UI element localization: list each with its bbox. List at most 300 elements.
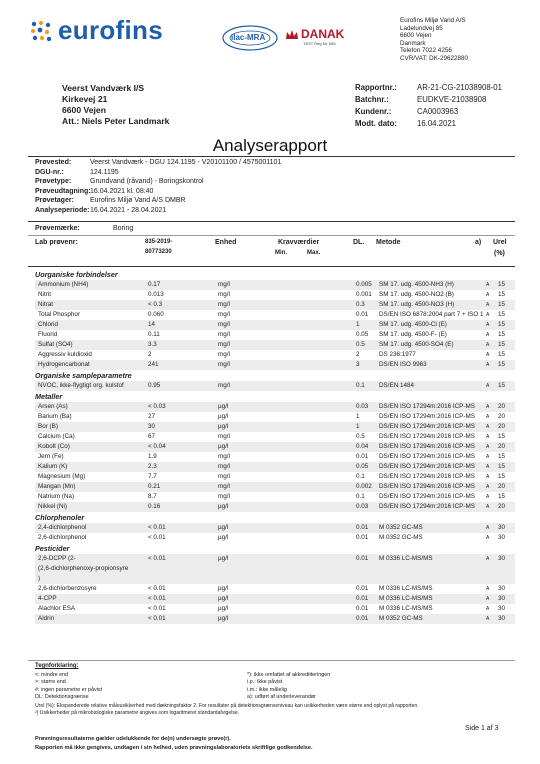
uncertainty: 15 — [498, 463, 506, 470]
subcontract-flag: A — [486, 404, 490, 410]
table-row — [35, 584, 515, 594]
detection-limit: 0.01 — [356, 615, 369, 622]
legend-right — [247, 672, 330, 701]
table-row — [35, 412, 515, 422]
footer-line: Prøvningsresultaterne gælder udelukkende for de(n) undersøgte prøve(r). — [35, 736, 231, 742]
result-value: 2.3 — [148, 463, 157, 470]
meta-value: AR-21-CG-21038908-01 — [417, 83, 502, 92]
unit: mg/l — [218, 311, 230, 318]
footnote: ²) Usikkerheder på mikrobiologiske parametre angives som logaritmeret standardafvigelse. — [35, 710, 240, 716]
subcontract-flag: A — [486, 414, 490, 420]
uncertainty: 30 — [498, 524, 506, 531]
parameter-name: Barium (Ba) — [38, 413, 72, 420]
section-title: Pesticider — [35, 544, 70, 553]
legend-title: Tegnforklaring: — [35, 663, 79, 669]
result-value: 0.95 — [148, 382, 161, 389]
method: DS 236:1977 — [379, 351, 416, 358]
info-key: Prøveudtagning: — [35, 187, 91, 195]
table-row — [35, 482, 515, 492]
table-row — [35, 554, 515, 584]
danak-logo — [285, 25, 360, 51]
sample-mark — [35, 224, 515, 234]
danak-reg: TEST Reg.Nr. 555 — [303, 41, 336, 46]
uncertainty: 15 — [498, 382, 506, 389]
unit: mg/l — [218, 281, 230, 288]
table-header — [35, 238, 515, 264]
section-title: Chlorphenoler — [35, 513, 85, 522]
subcontract-flag: A — [486, 606, 490, 612]
detection-limit: 0.01 — [356, 595, 369, 602]
uncertainty: 30 — [498, 555, 506, 562]
address-line: Eurofins Miljø Vand A/S — [400, 17, 466, 24]
detection-limit: 0.01 — [356, 311, 369, 318]
result-value: 0.16 — [148, 503, 161, 510]
unit: µg/l — [218, 503, 229, 510]
table-row — [35, 310, 515, 320]
info-value: Grundvand (råvand) - Boringskontrol — [90, 178, 204, 185]
customer-address — [62, 83, 262, 127]
unit: µg/l — [218, 605, 229, 612]
address-line: Danmark — [400, 39, 426, 47]
result-value: < 0.01 — [148, 615, 166, 622]
info-value: 16.04.2021 kl. 08:40 — [90, 187, 154, 195]
table-row — [35, 320, 515, 330]
method: M 0336 LC-MS/MS — [379, 595, 433, 602]
info-key: Analyseperiode: — [35, 206, 90, 214]
info-value: Boring — [113, 225, 134, 232]
result-value: 0.11 — [148, 331, 160, 338]
uncertainty: 15 — [498, 311, 506, 318]
method: SM 17. udg. 4500-SO4 (E) — [379, 341, 454, 348]
parameter-name: Mangan (Mn) — [38, 483, 76, 490]
unit: mg/l — [218, 291, 230, 298]
table-row — [35, 402, 515, 412]
parameter-name: Chlorid — [38, 321, 58, 328]
header-min: Min. — [275, 250, 287, 256]
unit: mg/l — [218, 361, 230, 368]
subcontract-flag: A — [486, 424, 490, 430]
report-title: Analyserapport — [212, 136, 328, 155]
ilac-text: ilac-MRA — [231, 33, 266, 42]
uncertainty: 15 — [498, 291, 506, 298]
meta-key: Rapportnr.: — [355, 83, 398, 92]
header-max: Max. — [307, 250, 321, 256]
result-value: < 0.01 — [148, 524, 166, 531]
unit: mg/l — [218, 473, 230, 480]
subcontract-flag: A — [486, 616, 490, 622]
result-value: < 0.3 — [148, 301, 163, 308]
subcontract-flag: A — [486, 494, 490, 500]
result-value: 1.9 — [148, 453, 157, 460]
table-row — [35, 300, 515, 310]
method: SM 17. udg. 4500-NO2 (B) — [379, 291, 454, 298]
method: DS/EN ISO 9963 — [379, 361, 427, 368]
meta-key: Batchnr.: — [355, 95, 389, 104]
eurofins-dots-icon — [30, 20, 54, 44]
detection-limit: 1 — [356, 321, 360, 328]
customer-line: Att.: Niels Peter Landmark — [62, 116, 170, 126]
legend-item: i.p.: ikke påvist — [247, 679, 283, 686]
method: SM 17. udg. 4500-F- (E) — [379, 331, 447, 338]
result-value: < 0.01 — [148, 595, 166, 602]
unit: mg/l — [218, 382, 230, 389]
table-row — [35, 340, 515, 350]
result-value: 0.17 — [148, 281, 161, 288]
table-row — [35, 452, 515, 462]
detection-limit: 0.01 — [356, 605, 369, 612]
divider — [28, 660, 515, 661]
table-row — [35, 502, 515, 512]
table-row — [35, 533, 515, 543]
report-meta — [355, 83, 530, 131]
table-row — [35, 523, 515, 533]
info-key: Prøvemærke: — [35, 225, 80, 232]
unit: mg/l — [218, 433, 230, 440]
method: SM 17. udg. 4500-NO3 (H) — [379, 301, 455, 308]
unit: µg/l — [218, 615, 229, 622]
method: DS/EN ISO 17294m:2016 ICP-MS — [379, 453, 475, 460]
method: DS/EN ISO 17294m:2016 ICP-MS — [379, 473, 475, 480]
parameter-name: 4-CPP — [38, 595, 57, 602]
uncertainty: 15 — [498, 281, 506, 288]
parameter-name: Total Phosphor — [38, 311, 81, 318]
info-value: 16.04.2021 - 28.04.2021 — [90, 206, 167, 214]
table-row — [35, 442, 515, 452]
header-dl: DL. — [353, 239, 365, 246]
detection-limit: 0.5 — [356, 433, 365, 440]
parameter-name: Calcium (Ca) — [38, 433, 75, 440]
uncertainty: 15 — [498, 493, 506, 500]
method: SM 17. udg. 4500-NH3 (H) — [379, 281, 454, 288]
divider — [28, 156, 515, 157]
parameter-name: Sulfat (SO4) — [38, 341, 73, 348]
unit: mg/l — [218, 351, 230, 358]
result-value: 30 — [148, 423, 156, 430]
parameter-name: Aggressiv kuldioxid — [38, 351, 92, 358]
parameter-name: Hydrogencarbonat — [38, 361, 90, 368]
unit: mg/l — [218, 463, 230, 470]
subcontract-flag: A — [486, 342, 490, 348]
meta-value: 16.04.2021 — [417, 119, 457, 128]
legend-item: *): ikke omfattet af akkreditteringen — [247, 672, 331, 678]
method: DS/EN ISO 17294m:2016 ICP-MS — [379, 413, 475, 420]
subcontract-flag: A — [486, 352, 490, 358]
method: M 0336 LC-MS/MS — [379, 555, 433, 562]
method: DS/EN ISO 17294m:2016 ICP-MS — [379, 503, 475, 510]
footnotes — [35, 703, 515, 717]
uncertainty: 15 — [498, 433, 506, 440]
method: DS/EN ISO 17294m:2016 ICP-MS — [379, 443, 475, 450]
table-row — [35, 472, 515, 482]
subcontract-flag: A — [486, 525, 490, 531]
method: M 0352 GC-MS — [379, 534, 423, 541]
detection-limit: 0.1 — [356, 382, 365, 389]
divider — [28, 235, 515, 236]
parameter-name: Ammonium (NH4) — [38, 281, 89, 288]
uncertainty: 15 — [498, 473, 506, 480]
result-value: < 0.01 — [148, 534, 166, 541]
unit: mg/l — [218, 483, 230, 490]
footer-line: Rapporten må ikke gengives, undtagen i sin helhed, uden prøvningslaboratoriets skriftlige godkendelse. — [35, 744, 313, 751]
legend-item: #: ingen parametre er påvist — [35, 686, 103, 693]
detection-limit: 0.001 — [356, 291, 372, 298]
uncertainty: 20 — [498, 413, 506, 420]
subcontract-flag: A — [486, 383, 490, 389]
header-lab: Lab prøvenr: — [35, 239, 78, 246]
page-number: Side 1 af 3 — [465, 725, 499, 732]
parameter-name: Nitrit — [38, 291, 51, 298]
detection-limit: 0.05 — [356, 331, 369, 338]
divider — [28, 266, 515, 267]
subcontract-flag: A — [486, 434, 490, 440]
header-unc: Urel — [493, 239, 507, 246]
subcontract-flag: A — [486, 484, 490, 490]
result-value: 0.21 — [148, 483, 161, 490]
detection-limit: 1 — [356, 423, 360, 430]
method: SM 17. udg. 4500-Cl (E) — [379, 321, 447, 328]
parameter-name: 2,6-DCPP (2- (2,6-dichlorphenoxy-propionsyre ) — [38, 555, 129, 582]
info-value: Eurofins Miljø Vand A/S DMBR — [90, 197, 186, 204]
method: M 0352 GC-MS — [379, 524, 423, 531]
table-row — [35, 290, 515, 300]
detection-limit: 0.1 — [356, 473, 365, 480]
result-value: 67 — [148, 433, 156, 440]
legend-item: <: mindre end — [35, 672, 69, 678]
header-sample-no: 835-2019- — [145, 239, 173, 245]
section-title: Uorganiske forbindelser — [35, 270, 118, 279]
method: M 0336 LC-MS/MS — [379, 605, 433, 612]
parameter-name: Nitrat — [38, 301, 54, 308]
uncertainty: 30 — [498, 615, 506, 622]
danak-text: DANAK — [301, 27, 345, 41]
section-title: Metaller — [35, 392, 63, 401]
unit: µg/l — [218, 555, 229, 562]
footer — [35, 735, 313, 752]
subcontract-flag: A — [486, 556, 490, 562]
parameter-name: Kalium (K) — [38, 463, 68, 470]
result-value: < 0.03 — [148, 403, 166, 410]
info-key: Prøvetager: — [35, 197, 74, 204]
method: DS/EN ISO 17294m:2016 ICP-MS — [379, 433, 475, 440]
result-value: 2 — [148, 351, 152, 358]
table-row — [35, 432, 515, 442]
parameter-name: Aldrin — [38, 615, 55, 622]
lab-address — [400, 17, 530, 63]
result-value: 8.7 — [148, 493, 157, 500]
info-key: Prøvested: — [35, 159, 72, 166]
meta-key: Modt. dato: — [355, 119, 398, 128]
uncertainty: 30 — [498, 605, 506, 612]
meta-value: CA0003963 — [417, 107, 459, 116]
parameter-name: NVOC, ikke-flygtigt org. kulstof — [38, 382, 124, 389]
uncertainty: 15 — [498, 361, 506, 368]
result-value: < 0.01 — [148, 555, 166, 562]
detection-limit: 0.01 — [356, 453, 369, 460]
detection-limit: 0.1 — [356, 493, 365, 500]
detection-limit: 1 — [356, 413, 360, 420]
address-line: Ladelundvej 85 — [400, 24, 443, 32]
legend-item: i.m.: ikke målelig — [247, 686, 287, 693]
uncertainty: 20 — [498, 443, 506, 450]
subcontract-flag: A — [486, 302, 490, 308]
uncertainty: 30 — [498, 534, 506, 541]
brand-name: eurofins — [58, 15, 163, 45]
subcontract-flag: A — [486, 535, 490, 541]
meta-value: EUDKVE-21038908 — [417, 95, 487, 104]
table-row — [35, 614, 515, 624]
table-row — [35, 350, 515, 360]
eurofins-logo — [30, 16, 170, 52]
detection-limit: 0.03 — [356, 503, 369, 510]
detection-limit: 0.002 — [356, 483, 372, 490]
parameter-name: 2,6-dichlorphenol — [38, 534, 87, 541]
subcontract-flag: A — [486, 464, 490, 470]
result-value: 0.060 — [148, 311, 164, 318]
section-title: Organiske sampleparametre — [35, 371, 132, 380]
method: DS/EN 1484 — [379, 382, 415, 389]
detection-limit: 0.005 — [356, 281, 372, 288]
method: DS/EN ISO 17294m:2016 ICP-MS — [379, 423, 475, 430]
method: DS/EN ISO 17294m:2016 ICP-MS — [379, 403, 475, 410]
unit: µg/l — [218, 403, 229, 410]
unit: mg/l — [218, 301, 230, 308]
table-row — [35, 422, 515, 432]
header-unit: Enhed — [215, 239, 237, 246]
result-value: < 0.04 — [148, 443, 166, 450]
method: DS/EN ISO 17294m:2016 ICP-MS — [379, 483, 475, 490]
result-value: 7.7 — [148, 473, 157, 480]
address-line: CVR/VAT: DK-29622880 — [400, 54, 469, 62]
uncertainty: 30 — [498, 595, 506, 602]
header-unc-pct: (%) — [494, 250, 505, 257]
subcontract-flag: A — [486, 322, 490, 328]
unit: µg/l — [218, 443, 229, 450]
subcontract-flag: A — [486, 454, 490, 460]
unit: µg/l — [218, 595, 229, 602]
subcontract-flag: A — [486, 474, 490, 480]
subcontract-flag: A — [486, 312, 490, 318]
divider — [28, 221, 515, 222]
subcontract-flag: A — [486, 504, 490, 510]
table-row — [35, 360, 515, 370]
meta-key: Kundenr.: — [355, 107, 392, 116]
result-value: < 0.01 — [148, 605, 166, 612]
detection-limit: 3 — [356, 361, 360, 368]
result-value: < 0.01 — [148, 585, 166, 592]
method: M 0352 GC-MS — [379, 615, 423, 622]
detection-limit: 0.01 — [356, 534, 369, 541]
unit: mg/l — [218, 321, 230, 328]
uncertainty: 15 — [498, 331, 506, 338]
parameter-name: Alachlor ESA — [38, 605, 76, 612]
header-method: Metode — [376, 239, 401, 246]
unit: µg/l — [218, 423, 229, 430]
info-value: Veerst Vandværk - DGU 124.1195 - V20101100 / 4575001101 — [90, 159, 282, 166]
detection-limit: 0.03 — [356, 403, 369, 410]
legend-item: a): udført af underleverandør — [247, 693, 316, 700]
subcontract-flag: A — [486, 292, 490, 298]
unit: µg/l — [218, 585, 229, 592]
subcontract-flag: A — [486, 282, 490, 288]
subcontract-flag: A — [486, 332, 490, 338]
detection-limit: 0.01 — [356, 524, 369, 531]
unit: µg/l — [218, 534, 229, 541]
legend-left — [35, 672, 102, 701]
table-row — [35, 330, 515, 340]
detection-limit: 0.04 — [356, 443, 369, 450]
parameter-name: Magnesium (Mg) — [38, 473, 86, 480]
parameter-name: Natrium (Na) — [38, 493, 75, 500]
uncertainty: 20 — [498, 403, 506, 410]
uncertainty: 15 — [498, 453, 506, 460]
header-limits: Kravværdier — [278, 239, 320, 246]
customer-line: 6600 Vejen — [62, 105, 106, 115]
header-sample-no: 80773230 — [145, 249, 172, 255]
unit: µg/l — [218, 524, 229, 531]
method: DS/EN ISO 6878:2004 part 7 + ISO 1 — [379, 311, 483, 318]
uncertainty: 15 — [498, 321, 506, 328]
info-key: DGU-nr.: — [35, 168, 64, 176]
detection-limit: 0.01 — [356, 555, 369, 562]
detection-limit: 0.01 — [356, 585, 369, 592]
subcontract-flag: A — [486, 586, 490, 592]
unit: mg/l — [218, 331, 230, 338]
uncertainty: 20 — [498, 423, 506, 430]
detection-limit: 2 — [356, 351, 360, 358]
legend-item: DL: Detektionsgrænse — [35, 693, 89, 700]
result-value: 241 — [148, 361, 159, 368]
parameter-name: 2,4-dichlorphenol — [38, 524, 87, 531]
method: DS/EN ISO 17294m:2016 ICP-MS — [379, 463, 475, 470]
table-row — [35, 462, 515, 472]
uncertainty: 15 — [498, 341, 506, 348]
legend-item: >: større end — [35, 679, 66, 686]
unit: µg/l — [218, 413, 229, 420]
detection-limit: 0.05 — [356, 463, 369, 470]
subcontract-flag: A — [486, 362, 490, 368]
crown-icon — [285, 28, 299, 42]
method: M 0336 LC-MS/MS — [379, 585, 433, 592]
parameter-name: 2,6-dichlorbenzosyre — [38, 585, 97, 592]
parameter-name: Jern (Fe) — [38, 453, 64, 460]
uncertainty: 20 — [498, 503, 506, 510]
info-key: Prøvetype: — [35, 178, 72, 185]
sample-info — [35, 158, 515, 215]
uncertainty: 15 — [498, 351, 506, 358]
uncertainty: 15 — [498, 301, 506, 308]
unit: mg/l — [218, 341, 230, 348]
table-row — [35, 381, 515, 391]
table-row — [35, 594, 515, 604]
info-value: 124.1195 — [90, 168, 119, 176]
subcontract-flag: A — [486, 444, 490, 450]
uncertainty: 30 — [498, 585, 506, 592]
detection-limit: 0.5 — [356, 341, 365, 348]
parameter-name: Arsen (As) — [38, 403, 68, 410]
address-line: 6600 Vejen — [400, 32, 432, 40]
method: DS/EN ISO 17294m:2016 ICP-MS — [379, 493, 475, 500]
unit: mg/l — [218, 493, 230, 500]
parameter-name: Nikkel (Ni) — [38, 503, 68, 510]
table-row — [35, 492, 515, 502]
table-row — [35, 280, 515, 290]
ilac-logo — [222, 25, 278, 51]
address-line: Telefon 7022 4256 — [400, 47, 452, 55]
customer-line: Kirkevej 21 — [62, 94, 108, 104]
header-a: a) — [475, 239, 482, 246]
parameter-name: Fluorid — [38, 331, 58, 338]
subcontract-flag: A — [486, 596, 490, 602]
